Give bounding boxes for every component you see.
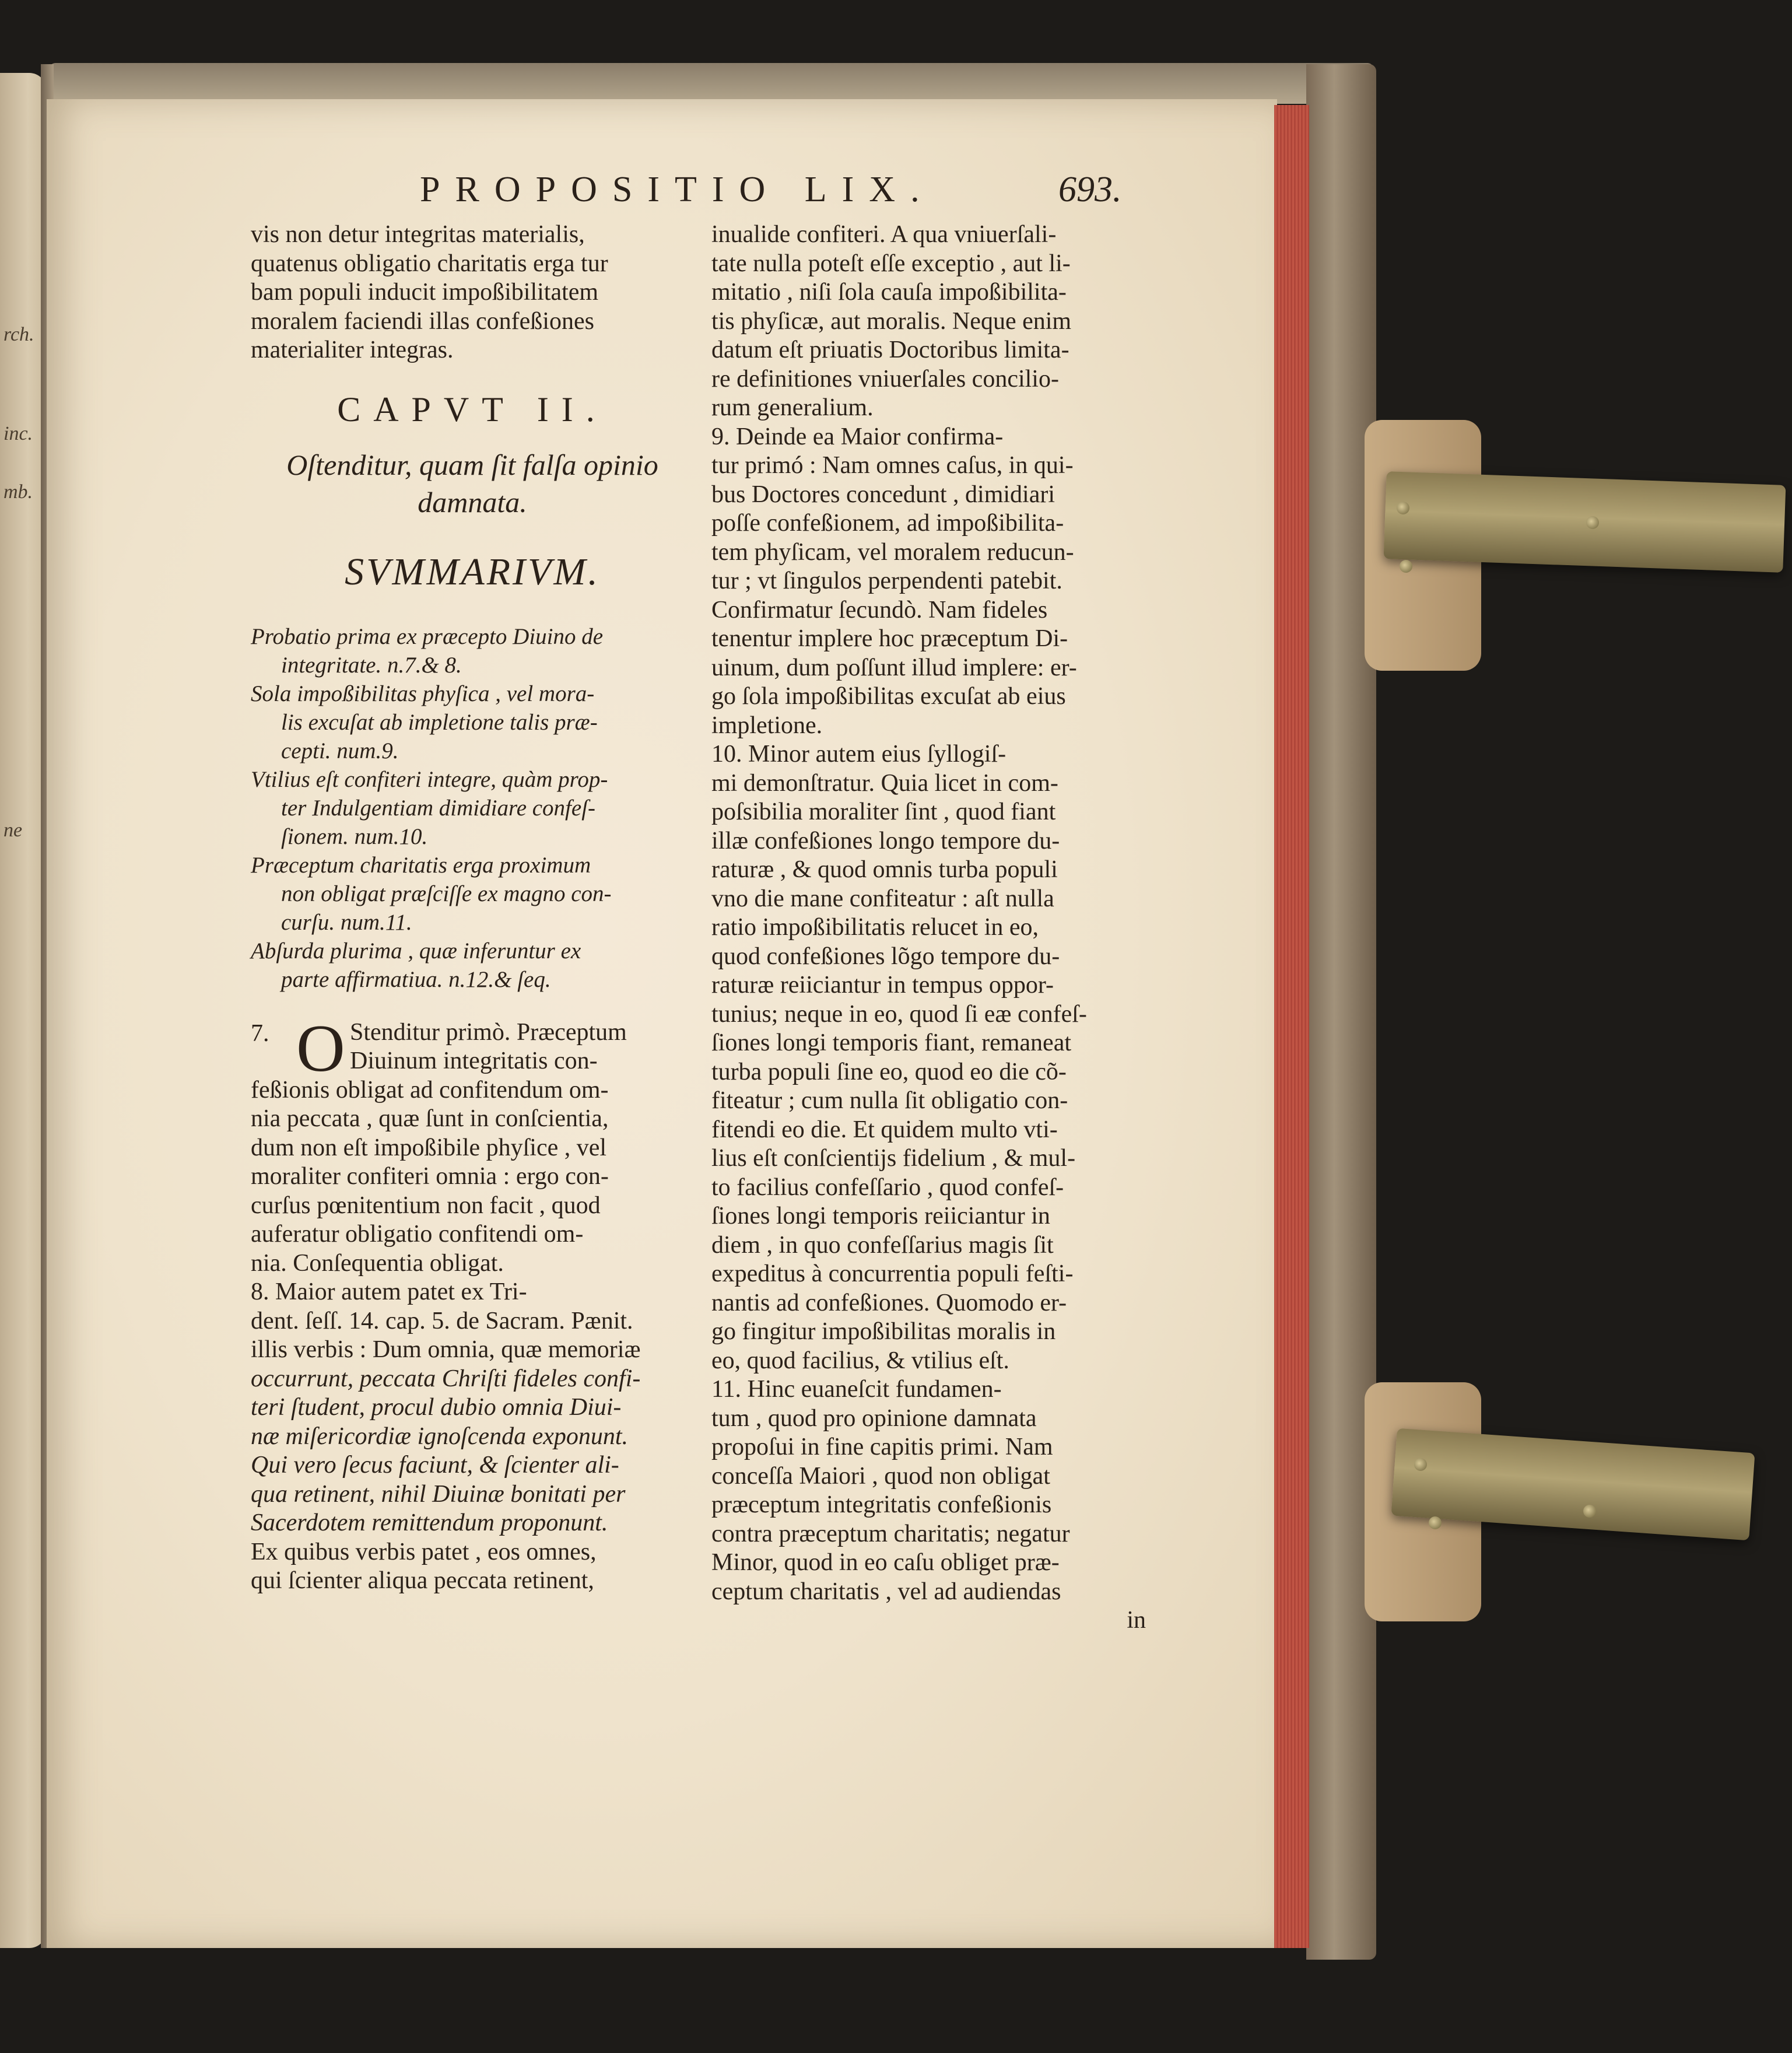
text-line: quod confeßiones lõgo tempore du- (711, 943, 1060, 970)
text-line: eo, quod facilius, & vtilius eſt. (711, 1347, 1009, 1374)
text-line: propoſui in fine capitis primi. Nam (711, 1434, 1053, 1460)
text-line: go ſola impoßibilitas excuſat ab eius (711, 683, 1066, 710)
paragraph-7 (251, 1011, 694, 1278)
text-line: præceptum integritatis confeßionis (711, 1491, 1052, 1518)
prev-page-fragment: rch. (3, 324, 34, 345)
text-line: fiteatur ; cum nulla ſit obligatio con- (711, 1087, 1068, 1114)
summary-line: parte affirmatiua. n.12.& ſeq. (281, 966, 551, 992)
summary-line: Sola impoßibilitas phyſica , vel mora- (251, 681, 595, 706)
previous-page (0, 73, 47, 1948)
text-line: feßionis obligat ad confitendum om- (251, 1076, 609, 1103)
text-line: moralem faciendi illas confeßiones (251, 307, 594, 335)
text-line: qui ſcienter aliqua peccata retinent, (251, 1567, 594, 1594)
summary-item (251, 937, 694, 994)
rivet-icon (1400, 560, 1412, 573)
text-line: impletione. (711, 712, 823, 739)
text-line: nia. Conſequentia obligat. (251, 1249, 504, 1277)
text-line: mi demonſtratur. Quia licet in com- (711, 769, 1058, 797)
chapter-subtitle: damnata. (418, 485, 527, 518)
prev-page-fragment: mb. (3, 481, 33, 503)
text-line: Stenditur primò. Præceptum (350, 1018, 627, 1046)
text-line: moraliter confiteri omnia : ergo con- (251, 1163, 609, 1190)
summary-line: ter Indulgentiam dimidiare confeſ- (281, 795, 596, 821)
text-line: Diuinum integritatis con- (350, 1047, 598, 1074)
summary-line: ſionem. num.10. (281, 824, 428, 849)
text-line: tem phyſicam, vel moralem reducun- (711, 538, 1074, 566)
text-line: Confirmatur ſecundò. Nam fideles (711, 596, 1048, 623)
summary-line: lis excuſat ab impletione talis præ- (281, 709, 598, 735)
red-page-edge (1274, 105, 1309, 1948)
text-line: Ex quibus verbis patet , eos omnes, (251, 1538, 597, 1565)
text-line: tur ; vt ſingulos perpendenti patebit. (711, 567, 1062, 594)
text-line: ceptum charitatis , vel ad audiendas (711, 1578, 1061, 1605)
text-line: uinum, dum poſſunt illud implere: er- (711, 654, 1077, 681)
text-line: tum , quod pro opinione damnata (711, 1404, 1037, 1432)
text-line: 11. Hinc euaneſcit fundamen- (711, 1376, 1002, 1403)
paragraph-8 (251, 1278, 694, 1596)
text-line: nantis ad confeßiones. Quomodo er- (711, 1289, 1067, 1316)
rivet-icon (1583, 1505, 1596, 1518)
text-line: poſſe confeßionem, ad impoßibilita- (711, 510, 1064, 537)
prev-page-fragment: inc. (3, 423, 33, 444)
drop-cap: O (296, 1011, 345, 1086)
text-line: ſiones longi temporis fiant, remaneat (711, 1029, 1071, 1056)
summary-line: Abſurda plurima , quæ inferuntur ex (251, 938, 581, 964)
summary-line: integritate. n.7.& 8. (281, 652, 462, 678)
text-line: curſus pœnitentium non facit , quod (251, 1192, 601, 1219)
rivet-icon (1429, 1516, 1442, 1529)
text-line: tate nulla poteſt eſſe exceptio , aut li- (711, 250, 1071, 277)
text-line: dent. ſeſſ. 14. cap. 5. de Sacram. Pænit. (251, 1307, 633, 1334)
text-line: datum eſt priuatis Doctoribus limita- (711, 337, 1069, 363)
text-line: 8. Maior autem patet ex Tri- (251, 1278, 527, 1305)
text-line: raturæ reiiciantur in tempus oppor- (711, 972, 1054, 999)
text-line: expeditus à concurrentia populi feſti- (711, 1260, 1074, 1287)
text-line: poſsibilia moraliter ſint , quod fiant (711, 798, 1056, 825)
prev-page-fragment: ne (3, 819, 23, 841)
text-line: to facilius confeſſario , quod confeſ- (711, 1173, 1064, 1201)
page-number: 693. (1058, 170, 1122, 209)
catchword: in (1127, 1607, 1146, 1634)
text-line: re definitiones vniuerſales concilio- (711, 365, 1059, 393)
text-line: Sacerdotem remittendum proponunt. (251, 1509, 608, 1536)
text-line: bam populi inducit impoßibilitatem (251, 279, 599, 306)
binding-top-edge (50, 63, 1373, 104)
summary-line: Vtilius eſt confiteri integre, quàm prop- (251, 766, 608, 792)
text-line: raturæ , & quod omnis turba populi (711, 856, 1058, 883)
text-line: bus Doctores concedunt , dimidiari (711, 481, 1055, 508)
summary-line: cepti. num.9. (281, 738, 399, 763)
rivet-icon (1414, 1458, 1427, 1471)
chapter-subtitle: Oſtenditur, quam ſit falſa opinio (286, 448, 658, 481)
summary-line: Probatio prima ex præcepto Diuino de (251, 623, 604, 649)
text-line: teri ſtudent, procul dubio omnia Diui- (251, 1394, 622, 1421)
text-line: tenentur implere hoc præceptum Di- (711, 625, 1068, 652)
text-line: inualide confiteri. A qua vniuerſali- (711, 221, 1057, 248)
leather-cover (1306, 64, 1376, 1960)
summary-heading: SVMMARIVM. (345, 550, 600, 593)
summary-line: curſu. num.11. (281, 909, 412, 935)
text-line: tis phyſicæ, aut moralis. Neque enim (711, 307, 1072, 335)
text-line: vno die mane confiteatur : aſt nulla (711, 885, 1054, 912)
text-line: nia peccata , quæ ſunt in conſcientia, (251, 1105, 609, 1132)
text-line: fitendi eo die. Et quidem multo vti- (711, 1116, 1058, 1143)
text-line: go fingitur impoßibilitas moralis in (711, 1318, 1056, 1345)
summary-line: non obligat præſciſſe ex magno con- (281, 881, 612, 906)
text-line: conceſſa Maiori , quod non obligat (711, 1462, 1050, 1490)
summary-item (251, 851, 694, 937)
upper-clasp-metal (1384, 471, 1786, 573)
text-line: 9. Deinde ea Maior confirma- (711, 423, 1004, 450)
right-column (711, 220, 1146, 1635)
text-line: turba populi ſine eo, quod eo die cõ- (711, 1058, 1067, 1085)
text-line: materialiter integras. (251, 337, 454, 363)
text-line: Minor, quod in eo caſu obliget præ- (711, 1549, 1060, 1576)
text-line: lius eſt conſcientijs fidelium , & mul- (711, 1145, 1076, 1172)
text-line: diem , in quo confeſſarius magis ſit (711, 1231, 1054, 1259)
text-line: ſiones longi temporis reiiciantur in (711, 1203, 1050, 1229)
text-line: quatenus obligatio charitatis erga tur (251, 250, 608, 277)
summary-item (251, 679, 694, 765)
rivet-icon (1397, 502, 1409, 514)
chapter-heading: CAPVT II. (337, 390, 608, 429)
text-line: næ miſericordiæ ignoſcenda exponunt. (251, 1423, 629, 1450)
paragraph-number: 7. (251, 1020, 269, 1047)
text-line: tunius; neque in eo, quod ſi eæ confeſ- (711, 1000, 1087, 1028)
text-line: illis verbis : Dum omnia, quæ memoriæ (251, 1336, 641, 1363)
text-line: auferatur obligatio confitendi om- (251, 1221, 584, 1248)
text-line: rum generalium. (711, 394, 874, 421)
text-line: illæ confeßiones longo tempore du- (711, 827, 1060, 854)
text-line: 10. Minor autem eius ſyllogiſ- (711, 741, 1007, 768)
summary-line: Præceptum charitatis erga proximum (251, 852, 591, 878)
text-line: contra præceptum charitatis; negatur (711, 1520, 1070, 1547)
text-line: ratio impoßibilitatis relucet in eo, (711, 914, 1039, 941)
summary-item (251, 765, 694, 851)
text-line: Qui vero ſecus faciunt, & ſcienter ali- (251, 1452, 619, 1479)
running-header: PROPOSITIO LIX. (420, 170, 935, 209)
rivet-icon (1586, 516, 1599, 529)
summary-item (251, 622, 694, 679)
text-line: occurrunt, peccata Chriſti fideles confi- (251, 1365, 641, 1392)
text-line: vis non detur integritas materialis, (251, 221, 585, 248)
text-line: mitatio , niſi ſola cauſa impoßibilita- (711, 279, 1067, 306)
text-line: qua retinent, nihil Diuinæ bonitati per (251, 1480, 626, 1508)
text-line: tur primó : Nam omnes caſus, in qui- (711, 452, 1074, 479)
left-column (251, 220, 694, 1596)
text-line: dum non eſt impoßibile phyſice , vel (251, 1134, 607, 1161)
